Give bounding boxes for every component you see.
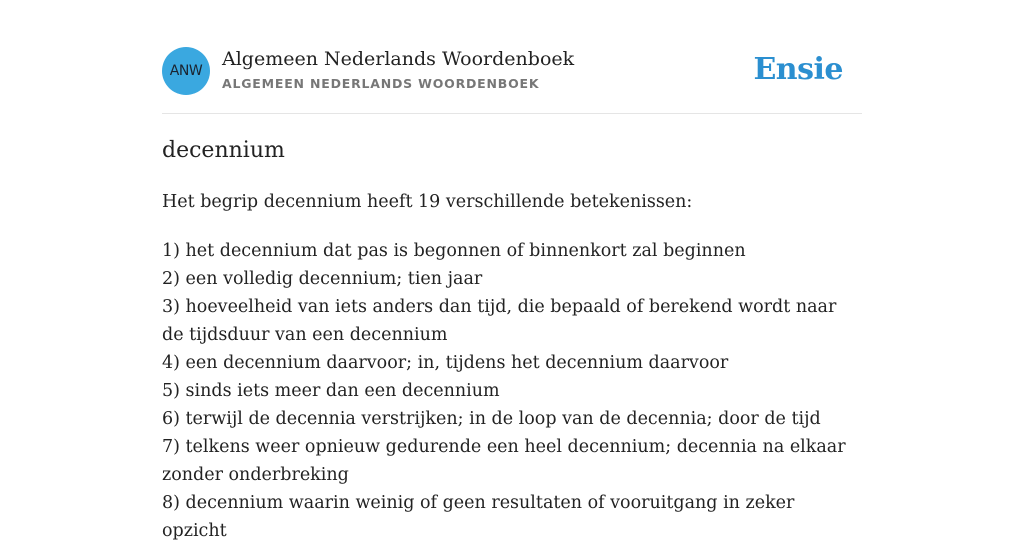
meaning-item: 2) een volledig decennium; tien jaar (162, 269, 483, 289)
entry-intro: Het begrip decennium heeft 19 verschillende betekenissen: (162, 192, 693, 212)
dictionary-title[interactable]: Algemeen Nederlands Woordenboek (222, 48, 575, 70)
meaning-item: 4) een decennium daarvoor; in, tijdens het decennium daarvoor (162, 353, 729, 373)
ensie-logo[interactable]: Ensie (753, 52, 843, 87)
site-header (162, 47, 862, 114)
meaning-item: 5) sinds iets meer dan een decennium (162, 381, 500, 401)
meaning-item: 3) hoeveelheid van iets anders dan tijd, die bepaald of berekend wordt naar de tijdsduur van een decennium (162, 297, 837, 345)
page (162, 0, 862, 541)
meanings-list (162, 237, 862, 545)
meaning-item: 6) terwijl de decennia verstrijken; in de loop van de decennia; door de tijd (162, 409, 821, 429)
entry-word: decennium (162, 138, 285, 163)
anw-logo-icon[interactable] (162, 47, 210, 95)
dictionary-subtitle: ALGEMEEN NEDERLANDS WOORDENBOEK (222, 76, 540, 91)
meaning-item: 1) het decennium dat pas is begonnen of binnenkort zal beginnen (162, 241, 746, 261)
logo-text: ANW (169, 63, 203, 79)
meaning-item: 7) telkens weer opnieuw gedurende een heel decennium; decennia na elkaar zonder onderbreking (162, 437, 846, 485)
meaning-item: 8) decennium waarin weinig of geen resultaten of vooruitgang in zeker opzicht (162, 493, 795, 541)
